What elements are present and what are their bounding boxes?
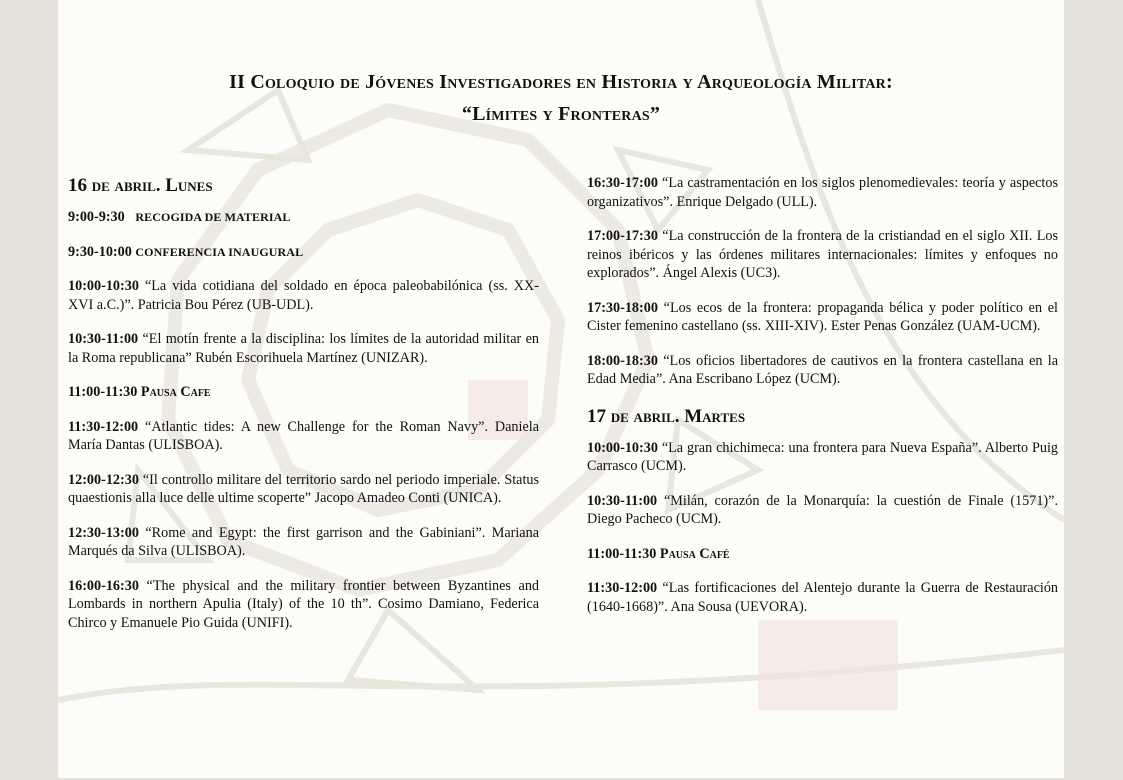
schedule-entry: [68, 330, 539, 367]
entry-text: CONFERENCIA INAUGURAL: [135, 244, 304, 259]
entry-text: “Las fortificaciones del Alentejo durante la Guerra de Restauración (1640-1668)”. Ana Sousa (UEVORA).: [587, 580, 1059, 615]
entry-text: RECOGIDA DE MATERIAL: [135, 210, 291, 224]
entry-time: 9:00-9:30: [68, 209, 125, 225]
schedule-entry: [68, 277, 539, 314]
entry-time: 10:30-11:00: [587, 492, 658, 509]
entry-text: “Il controllo militare del territorio sardo nel periodo imperiale. Status quaestionis alla luce delle ultime scoperte” Jacopo Amadeo Conti (UNICA).: [68, 471, 539, 506]
page-subtitle: “Límites y Fronteras”: [461, 103, 661, 125]
page-title: II Coloquio de Jóvenes Investigadores en Historia y Arqueología Militar:: [229, 71, 893, 93]
entry-time: 11:30-12:00: [68, 418, 139, 435]
entry-text: “Los ecos de la frontera: propaganda bélica y poder político en el Cister femenino castellano (ss. XIII-XIV). Ester Penas González (UAM-UCM).: [587, 299, 1058, 334]
schedule-entry: [587, 299, 1058, 336]
entry-time: 16:00-16:30: [68, 577, 139, 594]
entry-text: “La gran chichimeca: una frontera para Nueva España”. Alberto Puig Carrasco (UCM).: [587, 439, 1058, 474]
schedule-entry: [68, 524, 539, 561]
schedule-entry: [68, 383, 539, 402]
entry-time: 17:30-18:00: [587, 299, 658, 316]
entry-time: 17:00-17:30: [587, 228, 658, 244]
schedule-entry: [587, 439, 1058, 476]
schedule-entry: [68, 577, 539, 633]
entry-time: 10:30-11:00: [68, 331, 139, 347]
entry-time: 11:30-12:00: [587, 580, 658, 596]
day-heading: 16 de abril. Lunes: [68, 175, 213, 196]
day-heading: 17 de abril. Martes: [587, 405, 746, 427]
entry-text: “Los oficios libertadores de cautivos en la frontera castellana en la Edad Media”. Ana Escribano López (UCM).: [587, 352, 1059, 387]
schedule-entry: [68, 471, 539, 508]
entry-time: 11:00-11:30: [587, 545, 657, 562]
schedule-entry: [587, 227, 1058, 283]
entry-time: 10:00-10:30: [587, 439, 658, 456]
program-page: [58, 0, 1064, 778]
entry-time: 11:00-11:30: [68, 384, 138, 400]
entry-text: “La construcción de la frontera de la cristiandad en el siglo XII. Los reinos ibéricos y las órdenes militares internacionales: límites y enfoques no explorados”. Ángel Alexis (UC3).: [587, 228, 1058, 281]
entry-time: 10:00-10:30: [68, 278, 139, 294]
right-column: [587, 174, 1058, 632]
entry-text: “La castramentación en los siglos plenomedievales: teoría y aspectos organizativos”. Enrique Delgado (ULL).: [587, 175, 1058, 210]
entry-text: “La vida cotidiana del soldado en época paleobabilónica (ss. XX-XVI a.C.)”. Patricia Bou Pérez (UB-UDL).: [68, 278, 540, 313]
schedule-entry: [587, 174, 1058, 211]
entry-time: 9:30-10:00: [68, 243, 132, 260]
entry-text: Pausa Cafe: [140, 384, 211, 400]
schedule-entry: [587, 492, 1058, 529]
entry-text: “Atlantic tides: A new Challenge for the Roman Navy”. Daniela María Dantas (ULISBOA).: [68, 418, 539, 453]
schedule-entry: [587, 579, 1058, 616]
entry-time: 12:30-13:00: [68, 524, 139, 541]
schedule-entry: [587, 352, 1058, 389]
schedule-entry: [68, 418, 539, 455]
entry-text: “The physical and the military frontier between Byzantines and Lombards in northern Apulia (Italy) of the 10 th”. Cosimo Damiano, Federica Chirco y Emanuele Pio Guida (UNIFI).: [68, 577, 540, 631]
entry-text: “Rome and Egypt: the first garrison and the Gabiniani”. Mariana Marqués da Silva (ULISBOA).: [68, 524, 539, 559]
entry-time: 12:00-12:30: [68, 471, 139, 488]
left-column: [68, 174, 539, 648]
entry-text: Pausa Café: [659, 545, 730, 562]
entry-text: “El motín frente a la disciplina: los límites de la autoridad militar en la Roma republicana” Rubén Escorihuela Martínez (UNIZAR).: [68, 331, 539, 366]
schedule-entry: [587, 545, 1058, 564]
entry-text: “Milán, corazón de la Monarquía: la cuestión de Finale (1571)”. Diego Pacheco (UCM).: [587, 492, 1058, 527]
schedule-entry: [68, 243, 539, 262]
entry-time: 18:00-18:30: [587, 352, 658, 369]
entry-time: 16:30-17:00: [587, 175, 658, 191]
schedule-entry: [68, 208, 539, 227]
